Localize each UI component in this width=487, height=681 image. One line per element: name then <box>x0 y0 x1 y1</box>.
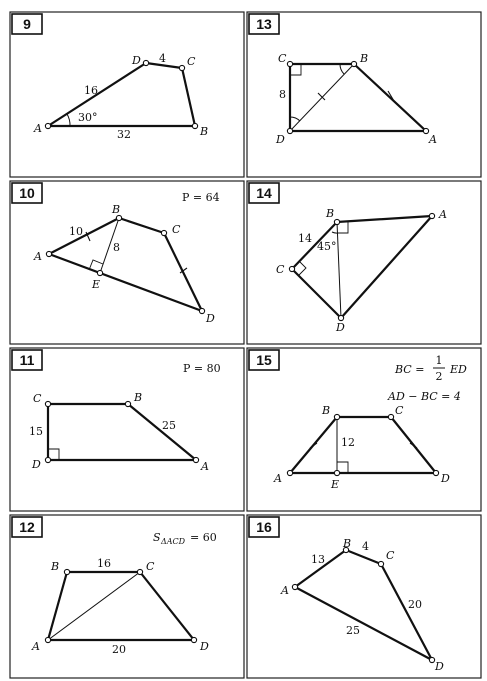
side-length-cd: 20 <box>408 598 422 611</box>
vertex-label-b: B <box>360 52 369 65</box>
vertex-label-d: D <box>132 54 141 67</box>
vertex-label-b: B <box>326 207 335 220</box>
vertex-label-d: D <box>435 660 444 673</box>
vertex-label-b: B <box>51 560 60 573</box>
side-length-ba: 25 <box>162 419 176 432</box>
vertex-label-c: C <box>33 392 42 405</box>
condition-left: BC = <box>395 363 425 376</box>
panel-9 <box>10 12 244 177</box>
trapezoid-figure <box>45 569 196 642</box>
quadrilateral-figure <box>289 213 434 320</box>
vertex-label-a: A <box>34 122 42 135</box>
side-length-ad: 20 <box>112 643 126 656</box>
panel-15 <box>247 348 481 511</box>
problem-number: 15 <box>256 352 272 368</box>
condition-text: AD − BC = 4 <box>388 390 461 403</box>
side-length-bc: 4 <box>362 540 369 553</box>
vertex-label-a: A <box>429 133 437 146</box>
condition-subscript: ΔACD <box>161 537 186 546</box>
fraction-denominator: 2 <box>435 370 443 383</box>
condition-prefix: S <box>153 531 161 544</box>
problem-number: 11 <box>19 352 35 368</box>
condition-formula <box>394 354 467 383</box>
vertex-label-c: C <box>386 549 395 562</box>
panel-11 <box>10 348 244 511</box>
side-length-ab: 13 <box>311 553 325 566</box>
panel-12 <box>10 515 244 678</box>
condition-area <box>153 531 217 546</box>
vertex-label-c: C <box>172 223 181 236</box>
side-length-dc: 4 <box>159 52 166 65</box>
side-length-bc: 16 <box>97 557 111 570</box>
problem-number: 9 <box>23 16 31 32</box>
vertex-label-b: B <box>112 203 121 216</box>
vertex-label-e: E <box>92 278 101 291</box>
vertex-label-d: D <box>441 472 450 485</box>
panel-14 <box>247 181 481 344</box>
panel-10 <box>10 181 244 344</box>
trapezoid-figure <box>45 60 197 128</box>
vertex-label-a: A <box>32 640 40 653</box>
side-length-ad: 25 <box>346 624 360 637</box>
vertex-label-a: A <box>274 472 282 485</box>
problem-number: 14 <box>256 185 272 201</box>
vertex-label-a: A <box>439 208 447 221</box>
vertex-label-d: D <box>336 321 345 334</box>
problem-number: 12 <box>19 519 35 535</box>
condition-text: P = 64 <box>182 191 220 204</box>
problem-number: 13 <box>256 16 272 32</box>
side-length-ab: 32 <box>117 128 131 141</box>
vertex-label-d: D <box>200 640 209 653</box>
angle-label: 30° <box>78 111 98 124</box>
problem-number: 16 <box>256 519 272 535</box>
vertex-label-d: D <box>206 312 215 325</box>
side-length-ad: 16 <box>84 84 98 97</box>
vertex-label-c: C <box>187 55 196 68</box>
trapezoid-figure <box>287 414 438 475</box>
height-length: 8 <box>113 241 120 254</box>
vertex-label-a: A <box>281 584 289 597</box>
angle-label: 45° <box>317 240 337 253</box>
trapezoid-figure <box>45 401 198 462</box>
vertex-label-c: C <box>278 52 287 65</box>
vertex-label-b: B <box>343 537 352 550</box>
vertex-label-a: A <box>201 460 209 473</box>
vertex-label-b: B <box>200 125 209 138</box>
panel-13 <box>247 12 481 177</box>
panel-frame <box>10 12 244 177</box>
side-length-cd: 15 <box>29 425 43 438</box>
vertex-label-d: D <box>32 458 41 471</box>
condition-right: ED <box>450 363 467 376</box>
panel-frame <box>247 348 481 511</box>
side-length-cb: 14 <box>298 232 312 245</box>
vertex-label-b: B <box>134 391 143 404</box>
height-length: 12 <box>341 436 355 449</box>
side-length-ab: 10 <box>69 225 83 238</box>
vertex-label-c: C <box>395 404 404 417</box>
vertex-label-c: C <box>146 560 155 573</box>
vertex-label-d: D <box>276 133 285 146</box>
panel-16 <box>247 515 481 678</box>
condition-text: P = 80 <box>183 362 221 375</box>
trapezoid-figure <box>287 61 428 133</box>
vertex-label-c: C <box>276 263 285 276</box>
problem-number: 10 <box>19 185 35 201</box>
vertex-label-b: B <box>322 404 331 417</box>
side-length-cd: 8 <box>279 88 286 101</box>
vertex-label-a: A <box>34 250 42 263</box>
fraction-numerator: 1 <box>435 354 443 367</box>
vertex-label-e: E <box>331 478 340 491</box>
condition-suffix: = 60 <box>190 531 217 544</box>
